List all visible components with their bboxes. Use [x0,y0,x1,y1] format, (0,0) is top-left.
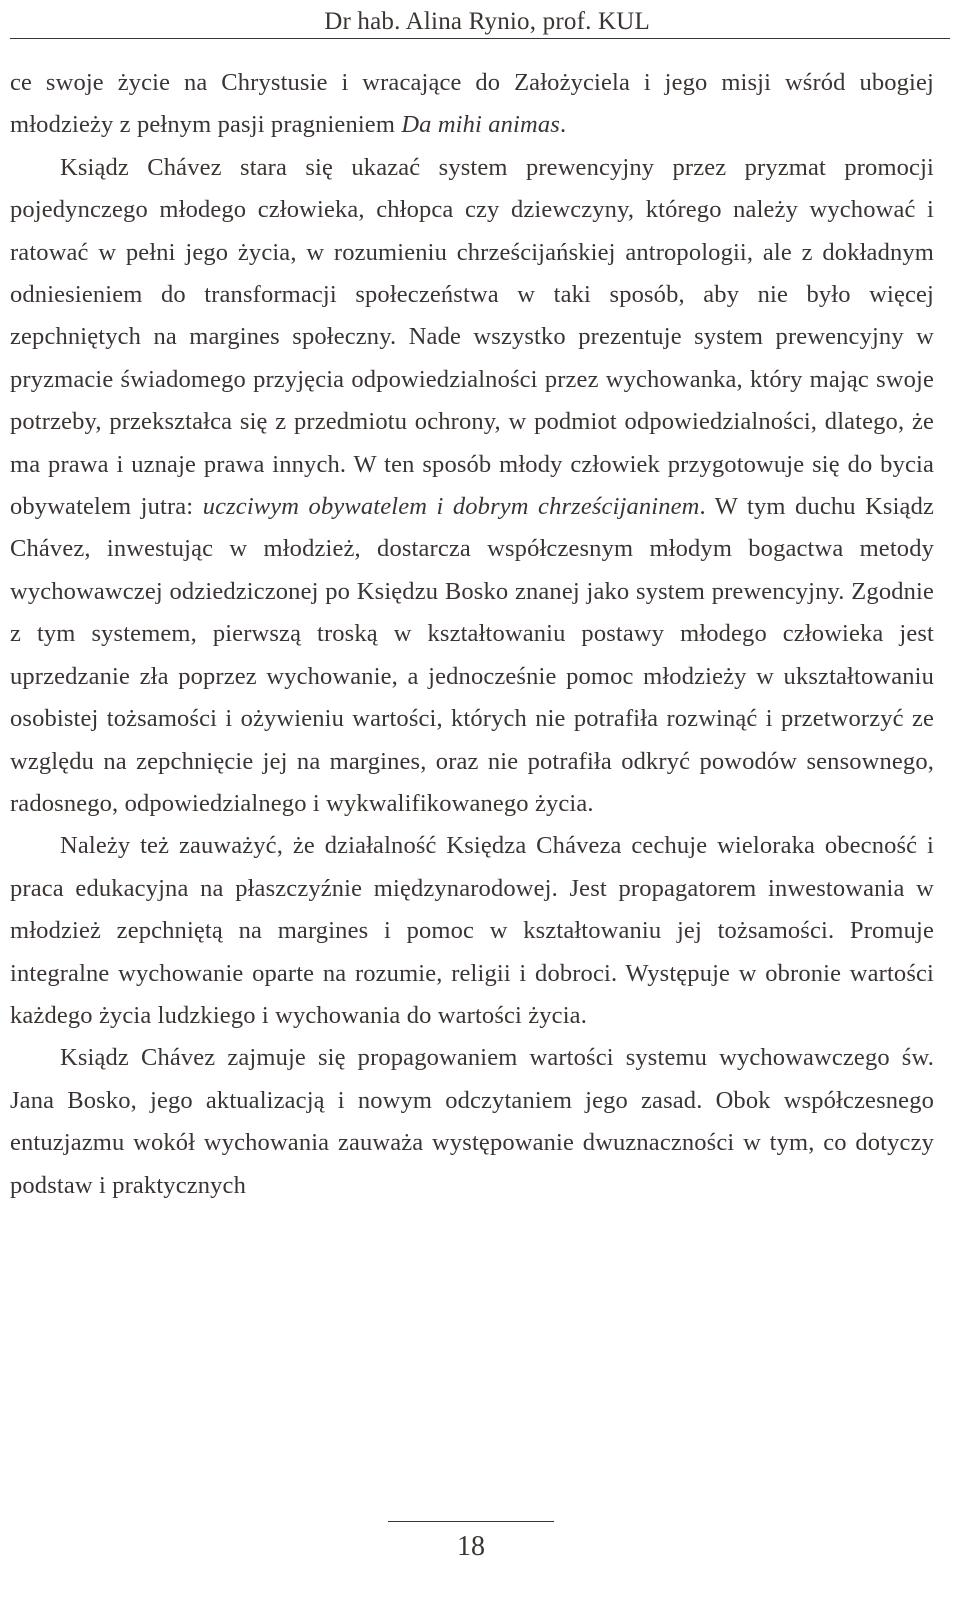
text-run: . W tym duchu Ksiądz Chávez, inwestując w młodzież, dostarcza współczesnym młodym bogactwa metody wychowawczej odziedziczonej po Księdzu Bosko znanej jako system prewencyjny. Zgodnie z tym systemem, pierwszą troską w kształtowaniu postawy młodego człowieka jest uprzedzanie zła poprzez wychowanie, a jednocześnie pomoc młodzieży w ukształtowaniu osobistej tożsamości i ożywieniu wartości, których nie potrafiła rozwinąć i przetworzyć ze względu na zepchnięcie jej na margines, oraz nie potrafiła odkryć powodów sensownego, radosnego, odpowiedzialnego i wykwalifikowanego życia. [10,493,935,817]
paragraph [10,62,934,147]
text-run: Ksiądz Chávez zajmuje się propagowaniem wartości systemu wychowawczego św. Jana Bosko, jego aktualizacją i nowym odczytaniem jego zasad. Obok współczesnego entuzjazmu wokół wychowania zauważa występowanie dwuznaczności w tym, co dotyczy podstaw i praktycznych [10,1044,934,1199]
text-run: Ksiądz Chávez stara się ukazać system prewencyjny przez pryzmat promocji pojedynczego młodego człowieka, chłopca czy dziewczyny, którego należy wychować i ratować w pełni jego życia, w rozumieniu chrześcijańskiej antropologii, ale z dokładnym odniesieniem do transformacji społeczeństwa w taki sposób, aby nie było więcej zepchniętych na margines społeczny. Nade wszystko prezentuje system prewencyjny w pryzmacie świadomego przyjęcia odpowiedzialności przez wychowanka, który mając swoje potrzeby, przekształca się z przedmiotu ochrony, w podmiot odpowiedzialności, dlatego, że ma prawa i uznaje prawa innych. W ten sposób młody człowiek przygotowuje się do bycia obywatelem jutra: [10,153,934,521]
page-number-rule [388,1521,554,1522]
text-run: Należy też zauważyć, że działalność Księdza Cháveza cechuje wieloraka obecność i praca edukacyjna na płaszczyźnie międzynarodowej. Jest propagatorem inwestowania w młodzież zepchniętą na margines i pomoc w kształtowaniu jej tożsamości. Promuje integralne wychowanie oparte na rozumie, religii i dobroci. Występuje w obronie wartości każdego życia ludzkiego i wychowania do wartości życia. [10,832,934,1029]
running-head-text: Dr hab. Alina Rynio, prof. KUL [324,8,650,35]
paragraph [10,825,934,1037]
italic-phrase: Da mihi animas [401,111,560,139]
page-number: 18 [457,1531,485,1562]
italic-phrase: uczciwym obywatelem i dobrym chrześcijaninem [202,493,700,521]
running-head [10,4,950,39]
text-run: ce swoje życie na Chrystusie i wracające do Założyciela i jego misji wśród ubogiej młodzieży z pełnym pasji pragnieniem [10,69,934,139]
paragraph [10,147,934,826]
body-text [10,62,934,1207]
paragraph [10,1037,934,1207]
text-run: . [559,111,567,139]
